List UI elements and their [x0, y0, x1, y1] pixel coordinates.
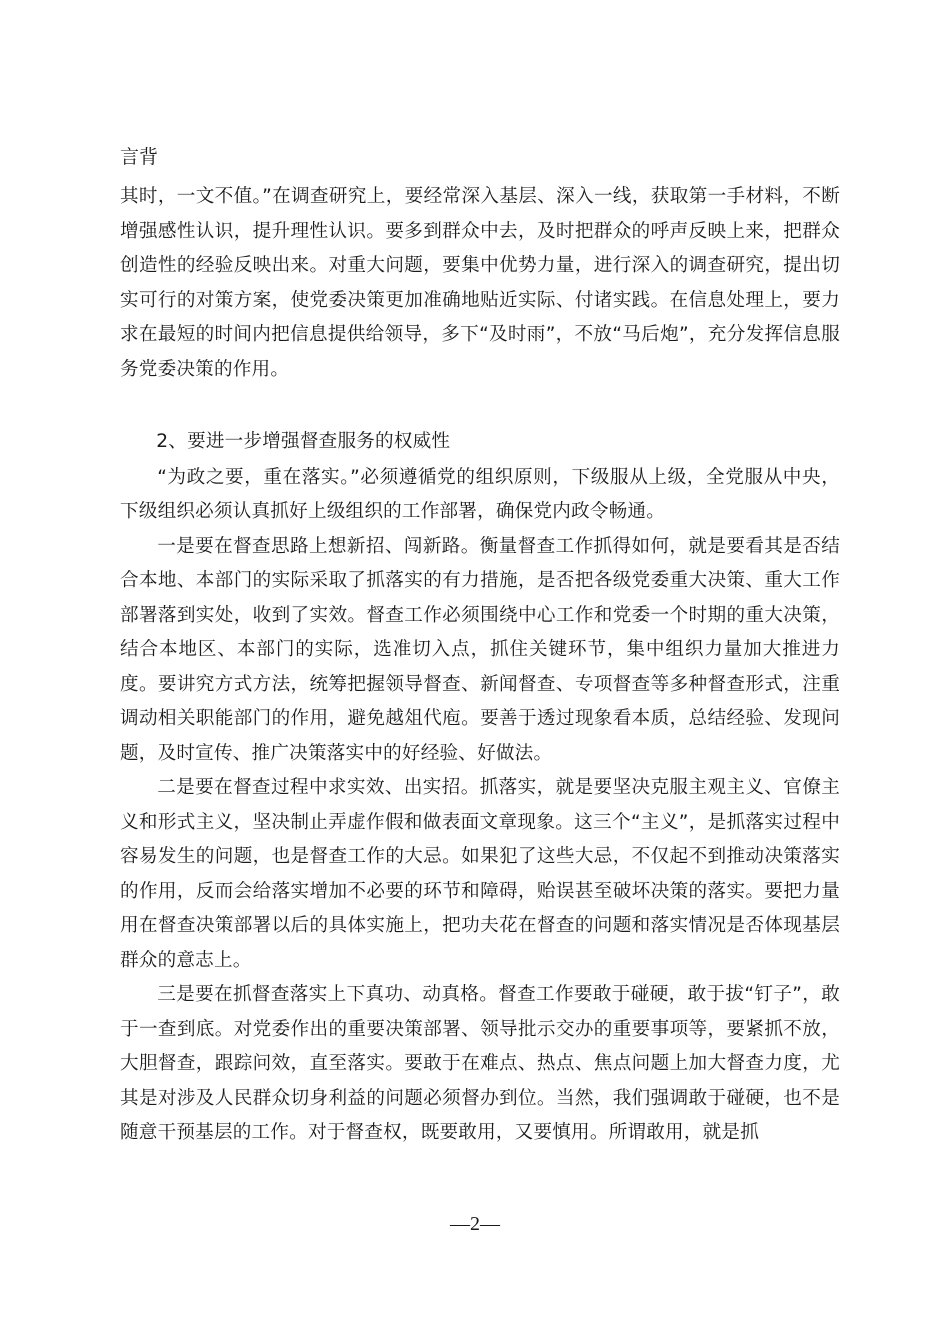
header-fragment: 言背 — [120, 146, 159, 168]
paragraph-continuation: 其时，一文不值。”在调查研究上，要经常深入基层、深入一线，获取第一手材料，不断增强感性认识，提升理性认识。要多到群众中去，及时把群众的呼声反映上来，把群众创造性的经验反映出来。对重大问题，要集中优势力量，进行深入的调查研究，提出切实可行的对策方案，使党委决策更加准确地贴近实际、付诸实践。在信息处理上，要力求在最短的时间内把信息提供给领导，多下“及时雨”，不放“马后炮”，充分发挥信息服务党委决策的作用。 — [120, 186, 840, 380]
body-text-block-1 — [120, 180, 840, 387]
paragraph-point-one: 一是要在督查思路上想新招、闯新路。衡量督查工作抓得如何，就是要看其是否结合本地、本部门的实际采取了抓落实的有力措施，是否把各级党委重大决策、重大工作部署落到实处，收到了实效。督查工作必须围绕中心工作和党委一个时期的重大决策，结合本地区、本部门的实际，选准切入点，抓住关键环节，集中组织力量加大推进力度。要讲究方式方法，统筹把握领导督查、新闻督查、专项督查等多种督查形式，注重调动相关职能部门的作用，避免越俎代庖。要善于透过现象看本质，总结经验、发现问题，及时宣传、推广决策落实中的好经验、好做法。 — [120, 535, 840, 764]
paragraph-point-two: 二是要在督查过程中求实效、出实招。抓落实，就是要坚决克服主观主义、官僚主义和形式主义，坚决制止弄虚作假和做表面文章现象。这三个“主义”，是抓落实过程中容易发生的问题，也是督查工作的大忌。如果犯了这些大忌，不仅起不到推动决策落实的作用，反而会给落实增加不必要的环节和障碍，贻误甚至破坏决策的落实。要把力量用在督查决策部署以后的具体实施上，把功夫花在督查的问题和落实情况是否体现基层群众的意志上。 — [120, 777, 840, 971]
paragraph-quote-intro: “为政之要，重在落实。”必须遵循党的组织原则，下级服从上级，全党服从中央，下级组织必须认真抓好上级组织的工作部署，确保党内政令畅通。 — [120, 466, 840, 522]
paragraph-point-three: 三是要在抓督查落实上下真功、动真格。督查工作要敢于碰硬，敢于拔“钉子”，敢于一查到底。对党委作出的重要决策部署、领导批示交办的重要事项等，要紧抓不放，大胆督查，跟踪问效，直至落实。要敢于在难点、热点、焦点问题上加大督查力度，尤其是对涉及人民群众切身利益的问题必须督办到位。当然，我们强调敢于碰硬，也不是随意干预基层的工作。对于督查权，既要敢用，又要慎用。所谓敢用，就是抓 — [120, 984, 840, 1143]
page-number: —2— — [450, 1213, 500, 1235]
section-heading: 2、要进一步增强督查服务的权威性 — [156, 431, 451, 452]
body-text-block-2 — [120, 425, 840, 1151]
